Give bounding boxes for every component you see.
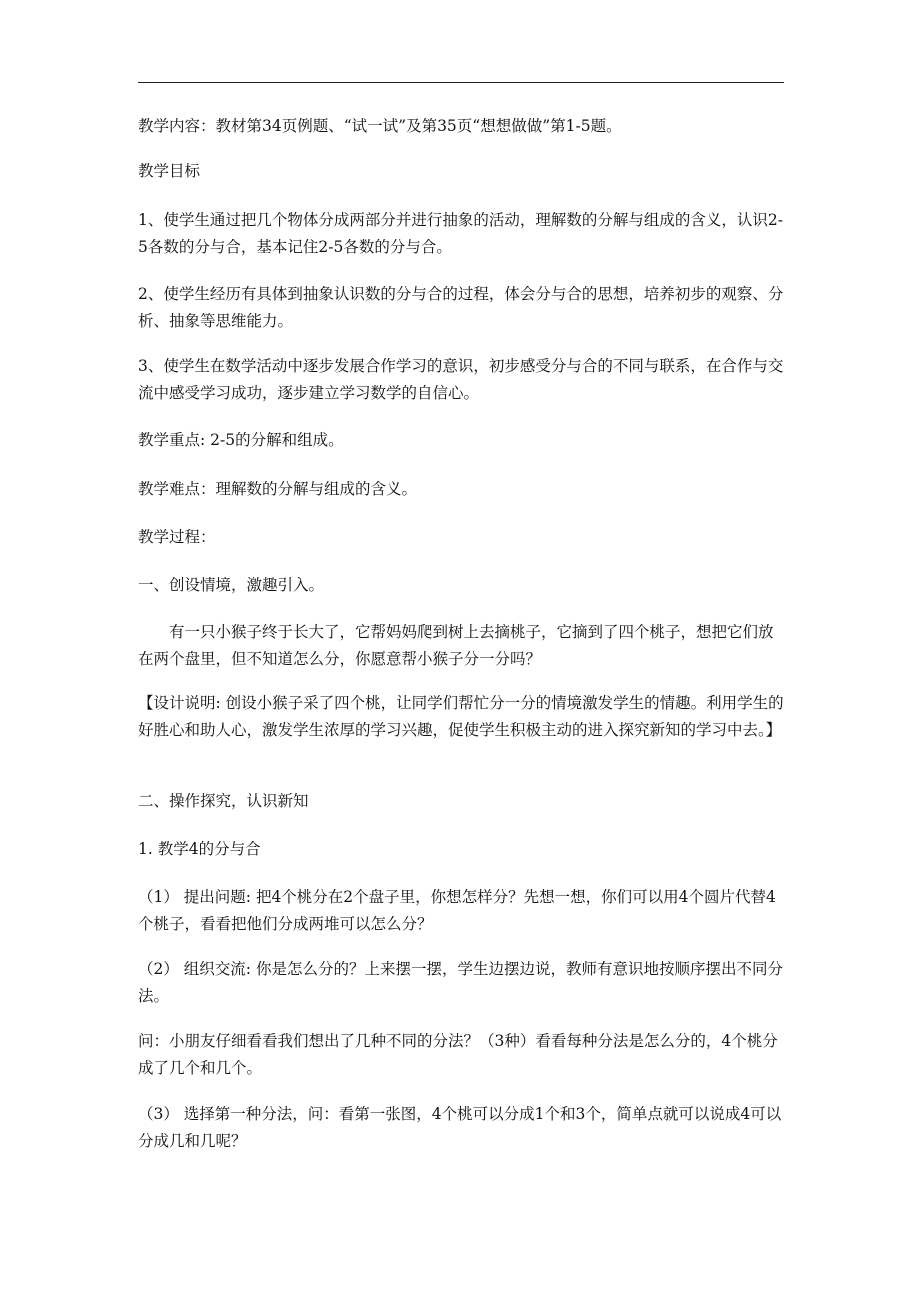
story-paragraph: 有一只小猴子终于长大了，它帮妈妈爬到树上去摘桃子，它摘到了四个桃子，想把它们放在两个盘里，但不知道怎么分，你愿意帮小猴子分一分吗？ xyxy=(138,623,774,668)
goal-3: 3、使学生在数学活动中逐步发展合作学习的意识，初步感受分与合的不同与联系，在合作与交流中感受学习成功，逐步建立学习数学的自信心。 xyxy=(138,357,784,402)
question-paragraph: 问：小朋友仔细看看我们想出了几种不同的分法？（3种）看看每种分法是怎么分的，4个桃分成了几个和几个。 xyxy=(138,1032,778,1077)
difficult-point: 教学难点：理解数的分解与组成的含义。 xyxy=(138,480,418,498)
section-1-heading: 一、创设情境，激趣引入。 xyxy=(138,576,325,594)
header-rule xyxy=(138,82,784,83)
step-1: （1） 提出问题: 把4个桃分在2个盘子里，你想怎样分？先想一想，你们可以用4个圆片代替4个桃子，看看把他们分成两堆可以怎么分？ xyxy=(138,888,776,933)
design-note: 【设计说明: 创设小猴子采了四个桃，让同学们帮忙分一分的情境激发学生的情趣。利用学生的好胜心和助人心，激发学生浓厚的学习兴趣，促使学生积极主动的进入探究新知的学习中去。】 xyxy=(138,694,784,739)
section-2-heading: 二、操作探究，认识新知 xyxy=(138,792,309,810)
teaching-content: 教学内容：教材第34页例题、“试一试”及第35页“想想做做”第1-5题。 xyxy=(138,117,622,135)
step-2: （2） 组织交流: 你是怎么分的？上来摆一摆，学生边摆边说，教师有意识地按顺序摆出不同分法。 xyxy=(138,960,783,1005)
subsection-heading: 1. 教学4的分与合 xyxy=(138,840,261,858)
process-heading: 教学过程： xyxy=(138,528,216,546)
key-point: 教学重点: 2-5的分解和组成。 xyxy=(138,431,344,449)
teaching-goals-heading: 教学目标 xyxy=(138,162,201,180)
step-3: （3） 选择第一种分法，问：看第一张图，4个桃可以分成1个和3个，简单点就可以说成4可以分成几和几呢？ xyxy=(138,1105,782,1150)
goal-2: 2、使学生经历有具体到抽象认识数的分与合的过程，体会分与合的思想，培养初步的观察、分析、抽象等思维能力。 xyxy=(138,285,784,330)
goal-1: 1、使学生通过把几个物体分成两部分并进行抽象的活动，理解数的分解与组成的含义，认识2-5各数的分与合，基本记住2-5各数的分与合。 xyxy=(138,211,783,256)
